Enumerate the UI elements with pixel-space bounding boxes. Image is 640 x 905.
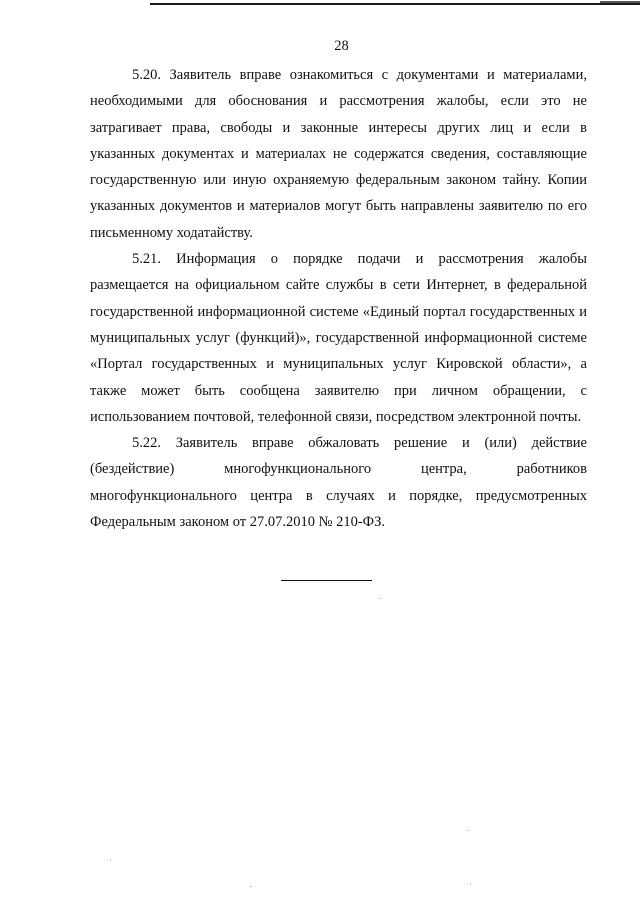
scan-top-edge-mark bbox=[600, 1, 640, 3]
scan-speck bbox=[250, 886, 251, 887]
paragraph-5-22: 5.22. Заявитель вправе обжаловать решение и (или) действие (бездействие) многофункционального центра, работников многофункционального центра в случаях и порядке, предусмотренных Федеральным законом от 27.07.2010 № 210-ФЗ. bbox=[90, 435, 587, 531]
paragraph-5-21: 5.21. Информация о порядке подачи и рассмотрения жалобы размещается на официальном сайте службы в сети Интернет, в федеральной государственной информационной системе «Единый портал государственных и муниципальных услуг (функций)», государственной информационной системе «Портал государственных и муниципальных услуг Кировской области», а также может быть сообщена заявителю при личном обращении, с использованием почтовой, телефонной связи, посредством электронной почты. bbox=[90, 251, 587, 425]
scan-speck bbox=[468, 830, 469, 831]
scan-speck bbox=[110, 860, 111, 861]
scan-top-edge-line bbox=[150, 3, 640, 5]
scan-speck bbox=[470, 884, 471, 885]
end-separator-line bbox=[281, 580, 372, 581]
scan-speck bbox=[380, 598, 381, 599]
paragraph-5-20: 5.20. Заявитель вправе ознакомиться с документами и материалами, необходимыми для обоснования и рассмотрения жалобы, если это не затрагивает права, свободы и законные интересы других лиц и если в указанных документах и материалах не содержатся сведения, составляющие государственную или иную охраняемую федеральным законом тайну. Копии указанных документов и материалов могут быть направлены заявителю по его письменному ходатайству. bbox=[90, 67, 587, 241]
document-body bbox=[90, 62, 587, 535]
page-number: 28 bbox=[334, 38, 349, 54]
